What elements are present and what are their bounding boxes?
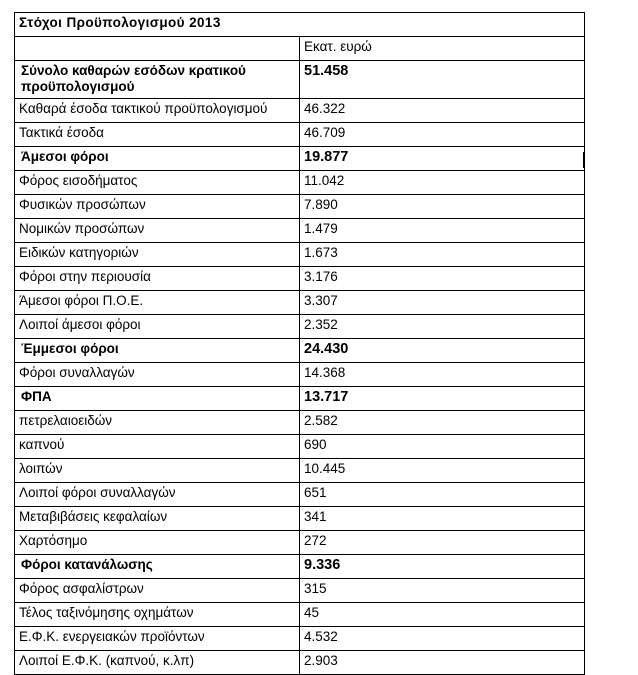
table-row [15,194,585,218]
table-row [15,386,585,410]
row-value: 24.430 [300,338,585,362]
table-row [15,218,585,242]
row-value: 2.903 [300,650,585,674]
table-row [15,98,585,122]
row-label: Φόροι κατανάλωσης [15,554,300,578]
row-label: Καθαρά έσοδα τακτικού προϋπολογισμού [15,98,300,122]
row-label: Έμμεσοι φόροι [15,338,300,362]
margin-tick-mark [583,152,585,168]
row-label: Ε.Φ.Κ. ενεργειακών προϊόντων [15,626,300,650]
row-label: Φόρος ασφαλίστρων [15,578,300,602]
row-value: 272 [300,530,585,554]
row-label: Τέλος ταξινόμησης οχημάτων [15,602,300,626]
table-row [15,626,585,650]
row-value: 46.322 [300,98,585,122]
row-value: 13.717 [300,386,585,410]
row-value: 3.307 [300,290,585,314]
row-value: 51.458 [300,61,585,99]
table-row [15,290,585,314]
row-label: Σύνολο καθαρών εσόδων κρατικού προϋπολογισμού [15,61,300,99]
table-row [15,146,585,170]
table-title-row [15,13,585,37]
table-row [15,554,585,578]
row-value: 1.479 [300,218,585,242]
row-label: Άμεσοι φόροι [15,146,300,170]
table-row [15,602,585,626]
table-row [15,458,585,482]
header-unit-cell: Εκατ. ευρώ [300,37,585,61]
row-value: 10.445 [300,458,585,482]
header-blank-cell [15,37,300,61]
row-label: Λοιποί Ε.Φ.Κ. (καπνού, κ.λπ) [15,650,300,674]
row-label: Χαρτόσημο [15,530,300,554]
row-label: λοιπών [15,458,300,482]
row-value: 1.673 [300,242,585,266]
budget-targets-table [14,12,585,675]
row-value: 651 [300,482,585,506]
row-value: 690 [300,434,585,458]
table-row [15,122,585,146]
row-value: 7.890 [300,194,585,218]
row-label: Μεταβιβάσεις κεφαλαίων [15,506,300,530]
row-label: Φόροι συναλλαγών [15,362,300,386]
row-value: 46.709 [300,122,585,146]
row-value: 4.532 [300,626,585,650]
row-value: 11.042 [300,170,585,194]
row-label: Φόροι στην περιουσία [15,266,300,290]
document-page [0,12,638,668]
table-row [15,578,585,602]
row-label: Ειδικών κατηγοριών [15,242,300,266]
row-label: καπνού [15,434,300,458]
row-value: 341 [300,506,585,530]
row-label: Λοιποί φόροι συναλλαγών [15,482,300,506]
table-body [15,13,585,675]
row-value: 3.176 [300,266,585,290]
table-row [15,61,585,99]
table-header-row [15,37,585,61]
table-row [15,266,585,290]
table-row [15,410,585,434]
table-row [15,242,585,266]
table-row [15,362,585,386]
table-row [15,530,585,554]
table-row [15,338,585,362]
row-value: 315 [300,578,585,602]
row-label: Φυσικών προσώπων [15,194,300,218]
row-value: 14.368 [300,362,585,386]
table-row [15,170,585,194]
row-value: 19.877 [300,146,585,170]
row-label: Άμεσοι φόροι Π.Ο.Ε. [15,290,300,314]
table-row [15,506,585,530]
row-value: 2.582 [300,410,585,434]
row-value: 9.336 [300,554,585,578]
row-label: Φόρος εισοδήματος [15,170,300,194]
page-title: Στόχοι Προϋπολογισμού 2013 [15,13,585,37]
table-row [15,434,585,458]
row-value: 45 [300,602,585,626]
table-row [15,650,585,674]
row-label: Νομικών προσώπων [15,218,300,242]
row-label: Λοιποί άμεσοι φόροι [15,314,300,338]
row-label: Τακτικά έσοδα [15,122,300,146]
table-row [15,314,585,338]
row-value: 2.352 [300,314,585,338]
table-row [15,482,585,506]
row-label: πετρελαιοειδών [15,410,300,434]
row-label: ΦΠΑ [15,386,300,410]
